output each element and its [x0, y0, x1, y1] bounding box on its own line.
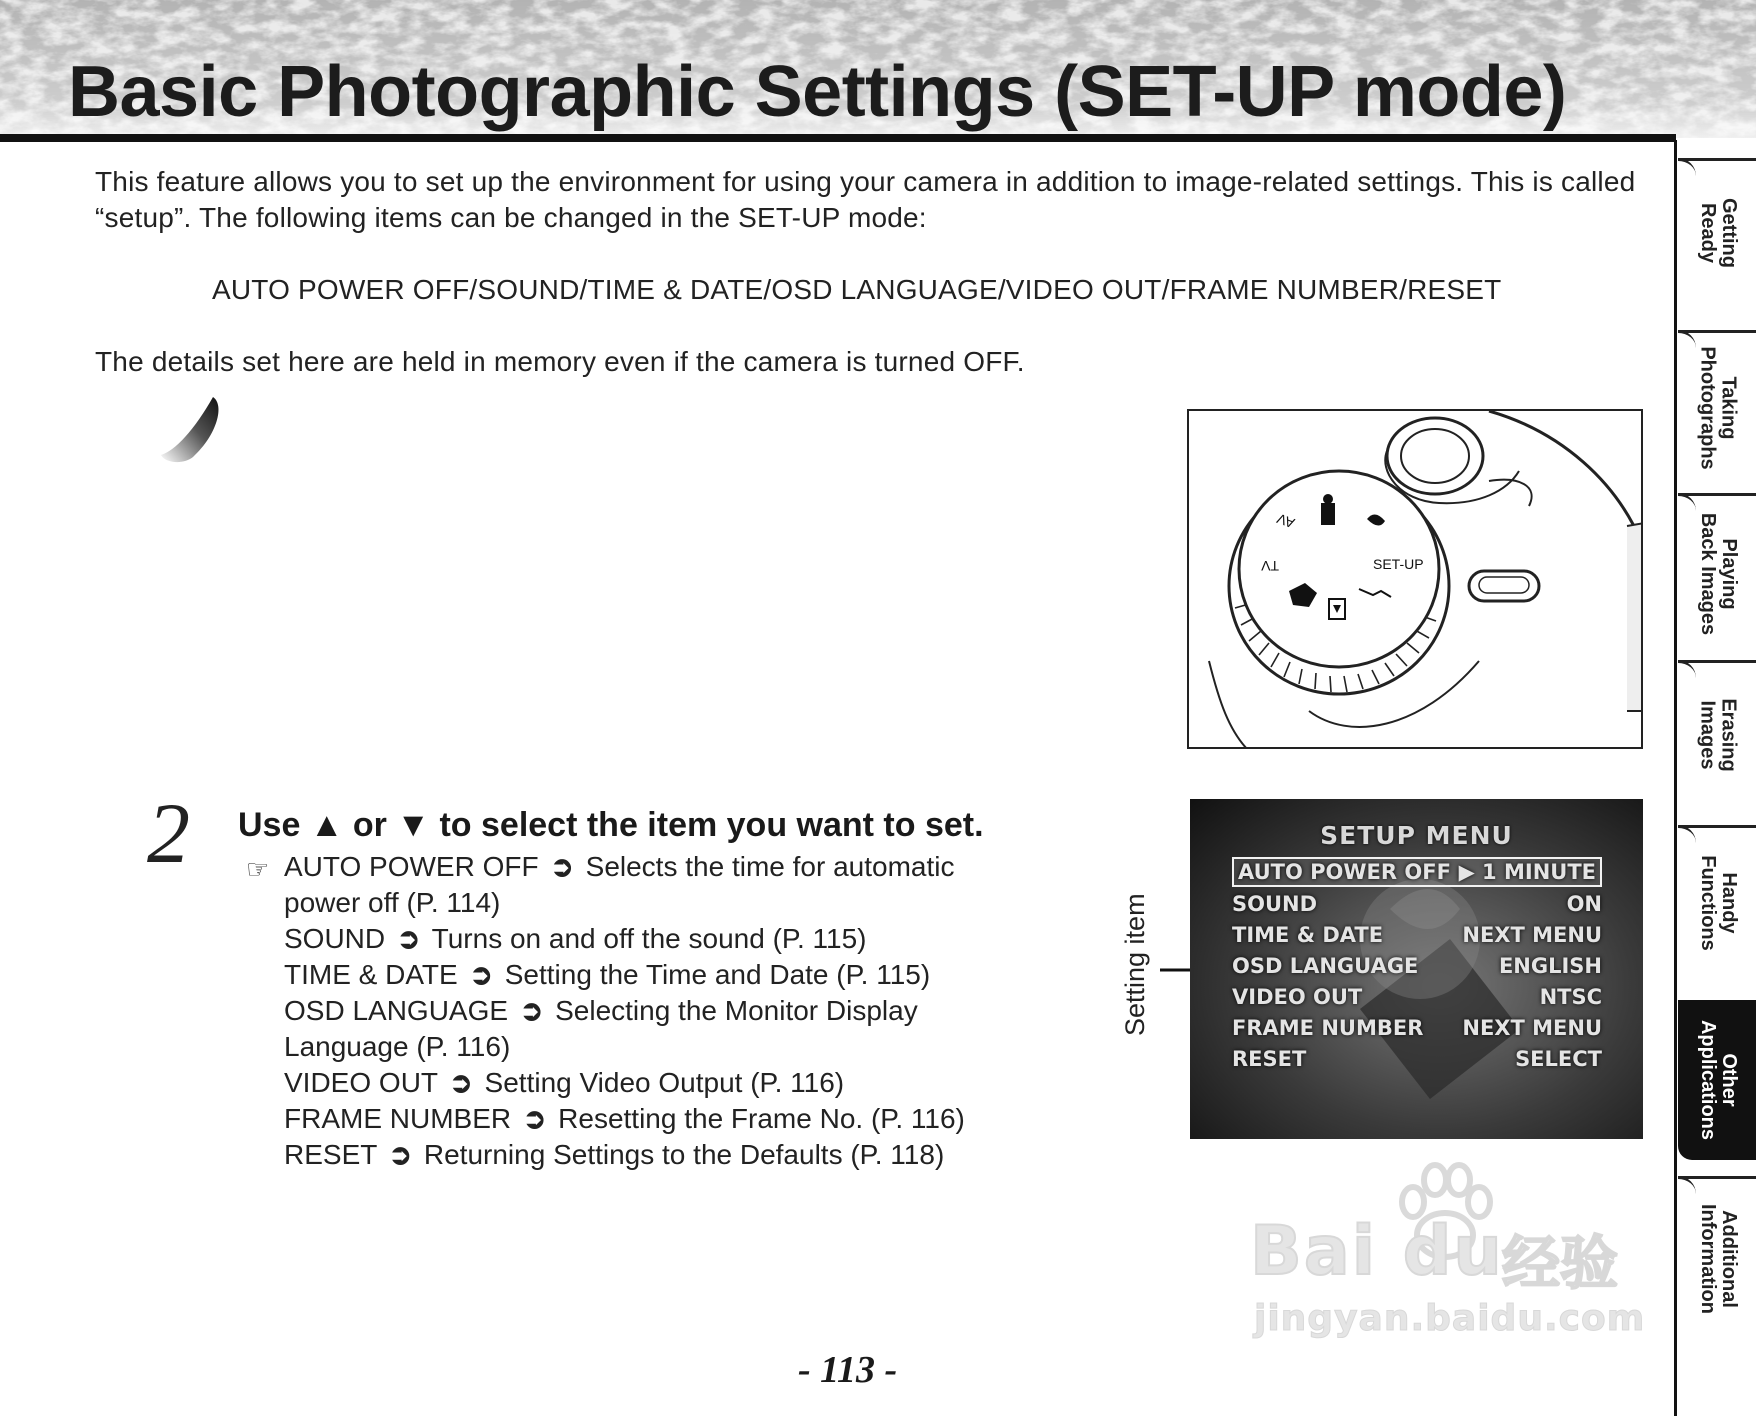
menu-row-osd-language	[1232, 952, 1602, 982]
tab-other-applications[interactable]	[1678, 1000, 1756, 1160]
item-name: AUTO POWER OFF	[284, 851, 539, 882]
item-desc: Turns on and off the sound (P. 115)	[431, 923, 867, 954]
watermark-domain: jingyan.baidu.com	[1254, 1298, 1646, 1339]
baidu-watermark	[1240, 1150, 1660, 1350]
menu-row-label: RESET	[1232, 1047, 1307, 1071]
tab-label: Other Applications	[1697, 1019, 1741, 1141]
dial-label-tv: TV	[1261, 558, 1279, 574]
tab-label: Playing Back Images	[1697, 512, 1741, 636]
mode-dial-illustration	[1187, 409, 1643, 749]
item-name: FRAME NUMBER	[284, 1103, 512, 1134]
item-desc: Setting the Time and Date (P. 115)	[504, 959, 931, 990]
chapter-tabs	[1676, 140, 1756, 1416]
menu-row-label: TIME & DATE	[1232, 923, 1384, 947]
watermark-brand: Bai du	[1250, 1212, 1504, 1291]
step-2-heading: Use ▲ or ▼ to select the item you want to set.	[238, 806, 984, 844]
menu-row-label: OSD LANGUAGE	[1232, 954, 1419, 978]
tab-label: Handy Functions	[1697, 854, 1741, 951]
menu-row-frame-number	[1232, 1014, 1602, 1044]
item-name: VIDEO OUT	[284, 1067, 438, 1098]
item-desc: Resetting the Frame No. (P. 116)	[558, 1103, 965, 1134]
tab-handy-functions[interactable]	[1678, 825, 1756, 980]
tab-label: Getting Ready	[1697, 198, 1740, 268]
list-item	[246, 1101, 1126, 1137]
menu-row-label: FRAME NUMBER	[1232, 1016, 1424, 1040]
tab-additional-information[interactable]	[1678, 1176, 1756, 1341]
item-name: TIME & DATE	[284, 959, 458, 990]
pointing-hand-icon: ☞	[246, 854, 270, 884]
list-item-continuation	[246, 1029, 1126, 1065]
item-desc-cont: Language (P. 116)	[284, 1031, 511, 1062]
setup-menu-screenshot	[1190, 799, 1643, 1139]
arrow-icon: ➲	[469, 959, 493, 990]
list-item	[246, 849, 1126, 885]
tab-label: Erasing Images	[1697, 698, 1741, 772]
tab-label: Additional Information	[1697, 1203, 1740, 1314]
menu-row-reset	[1232, 1045, 1602, 1075]
arrow-icon: ➲	[519, 995, 544, 1026]
setting-items-list	[246, 849, 1126, 1173]
item-desc: Setting Video Output (P. 116)	[484, 1067, 845, 1098]
page-number: - 113 -	[798, 1349, 898, 1391]
menu-row-value: NTSC	[1539, 985, 1602, 1009]
menu-row-label: AUTO POWER OFF	[1238, 860, 1451, 884]
list-item	[246, 921, 1126, 957]
menu-row-label: SOUND	[1232, 892, 1318, 916]
menu-row-value: NEXT MENU	[1462, 1016, 1602, 1040]
tab-getting-ready[interactable]	[1678, 158, 1756, 308]
menu-row-value: ON	[1566, 892, 1602, 916]
menu-row-value: SELECT	[1515, 1047, 1602, 1071]
menu-row-time-date	[1232, 921, 1602, 951]
item-name: OSD LANGUAGE	[284, 995, 509, 1026]
menu-row-value: ▶ 1 MINUTE	[1458, 860, 1596, 884]
item-name: SOUND	[284, 923, 386, 954]
list-item-continuation	[246, 885, 1126, 921]
menu-row-sound	[1232, 890, 1602, 920]
list-item	[246, 993, 1126, 1029]
item-desc: Selects the time for automatic	[585, 851, 955, 882]
page-header	[0, 0, 1756, 145]
arrow-icon: ➲	[396, 923, 421, 954]
list-item	[246, 1065, 1126, 1101]
step-1-marker	[155, 395, 225, 465]
tab-erasing-images[interactable]	[1678, 660, 1756, 810]
item-desc: Selecting the Monitor Display	[555, 995, 918, 1026]
item-name: RESET	[284, 1139, 377, 1170]
arrow-icon: ➲	[449, 1067, 473, 1098]
header-rule	[0, 134, 1676, 142]
page-title: Basic Photographic Settings (SET-UP mode)	[68, 52, 1567, 132]
menu-row-value: NEXT MENU	[1462, 923, 1602, 947]
settings-items-line: AUTO POWER OFF/SOUND/TIME & DATE/OSD LANGUAGE/VIDEO OUT/FRAME NUMBER/RESET	[212, 274, 1502, 305]
arrow-icon: ➲	[388, 1139, 413, 1170]
tab-playing-back-images[interactable]	[1678, 493, 1756, 655]
menu-row-value: ENGLISH	[1498, 954, 1602, 978]
tab-label: Taking Photographs	[1697, 345, 1740, 470]
intro-paragraph: This feature allows you to set up the environment for using your camera in addition to image-related settings. This is called “setup”. The following items can be changed in the SET-UP mode:	[95, 166, 1636, 233]
item-desc-cont: power off (P. 114)	[284, 887, 501, 918]
list-item	[246, 957, 1126, 993]
menu-row-auto-power-off	[1232, 857, 1602, 887]
list-item	[246, 1137, 1126, 1173]
watermark-cn: 经验	[1502, 1229, 1619, 1297]
menu-row-label: VIDEO OUT	[1232, 985, 1363, 1009]
dial-label-av: AV	[1274, 510, 1297, 532]
setting-item-callout-label: Setting item	[1120, 893, 1150, 1036]
tab-taking-photographs[interactable]	[1678, 330, 1756, 485]
menu-title: SETUP MENU	[1320, 821, 1513, 850]
arrow-icon: ➲	[550, 851, 574, 882]
item-desc: Returning Settings to the Defaults (P. 118)	[423, 1139, 945, 1170]
arrow-icon: ➲	[522, 1103, 547, 1134]
dial-label-setup: SET-UP	[1373, 556, 1424, 572]
memory-note: The details set here are held in memory even if the camera is turned OFF.	[95, 346, 1025, 377]
menu-row-video-out	[1232, 983, 1602, 1013]
step-2-number: 2	[147, 785, 190, 881]
